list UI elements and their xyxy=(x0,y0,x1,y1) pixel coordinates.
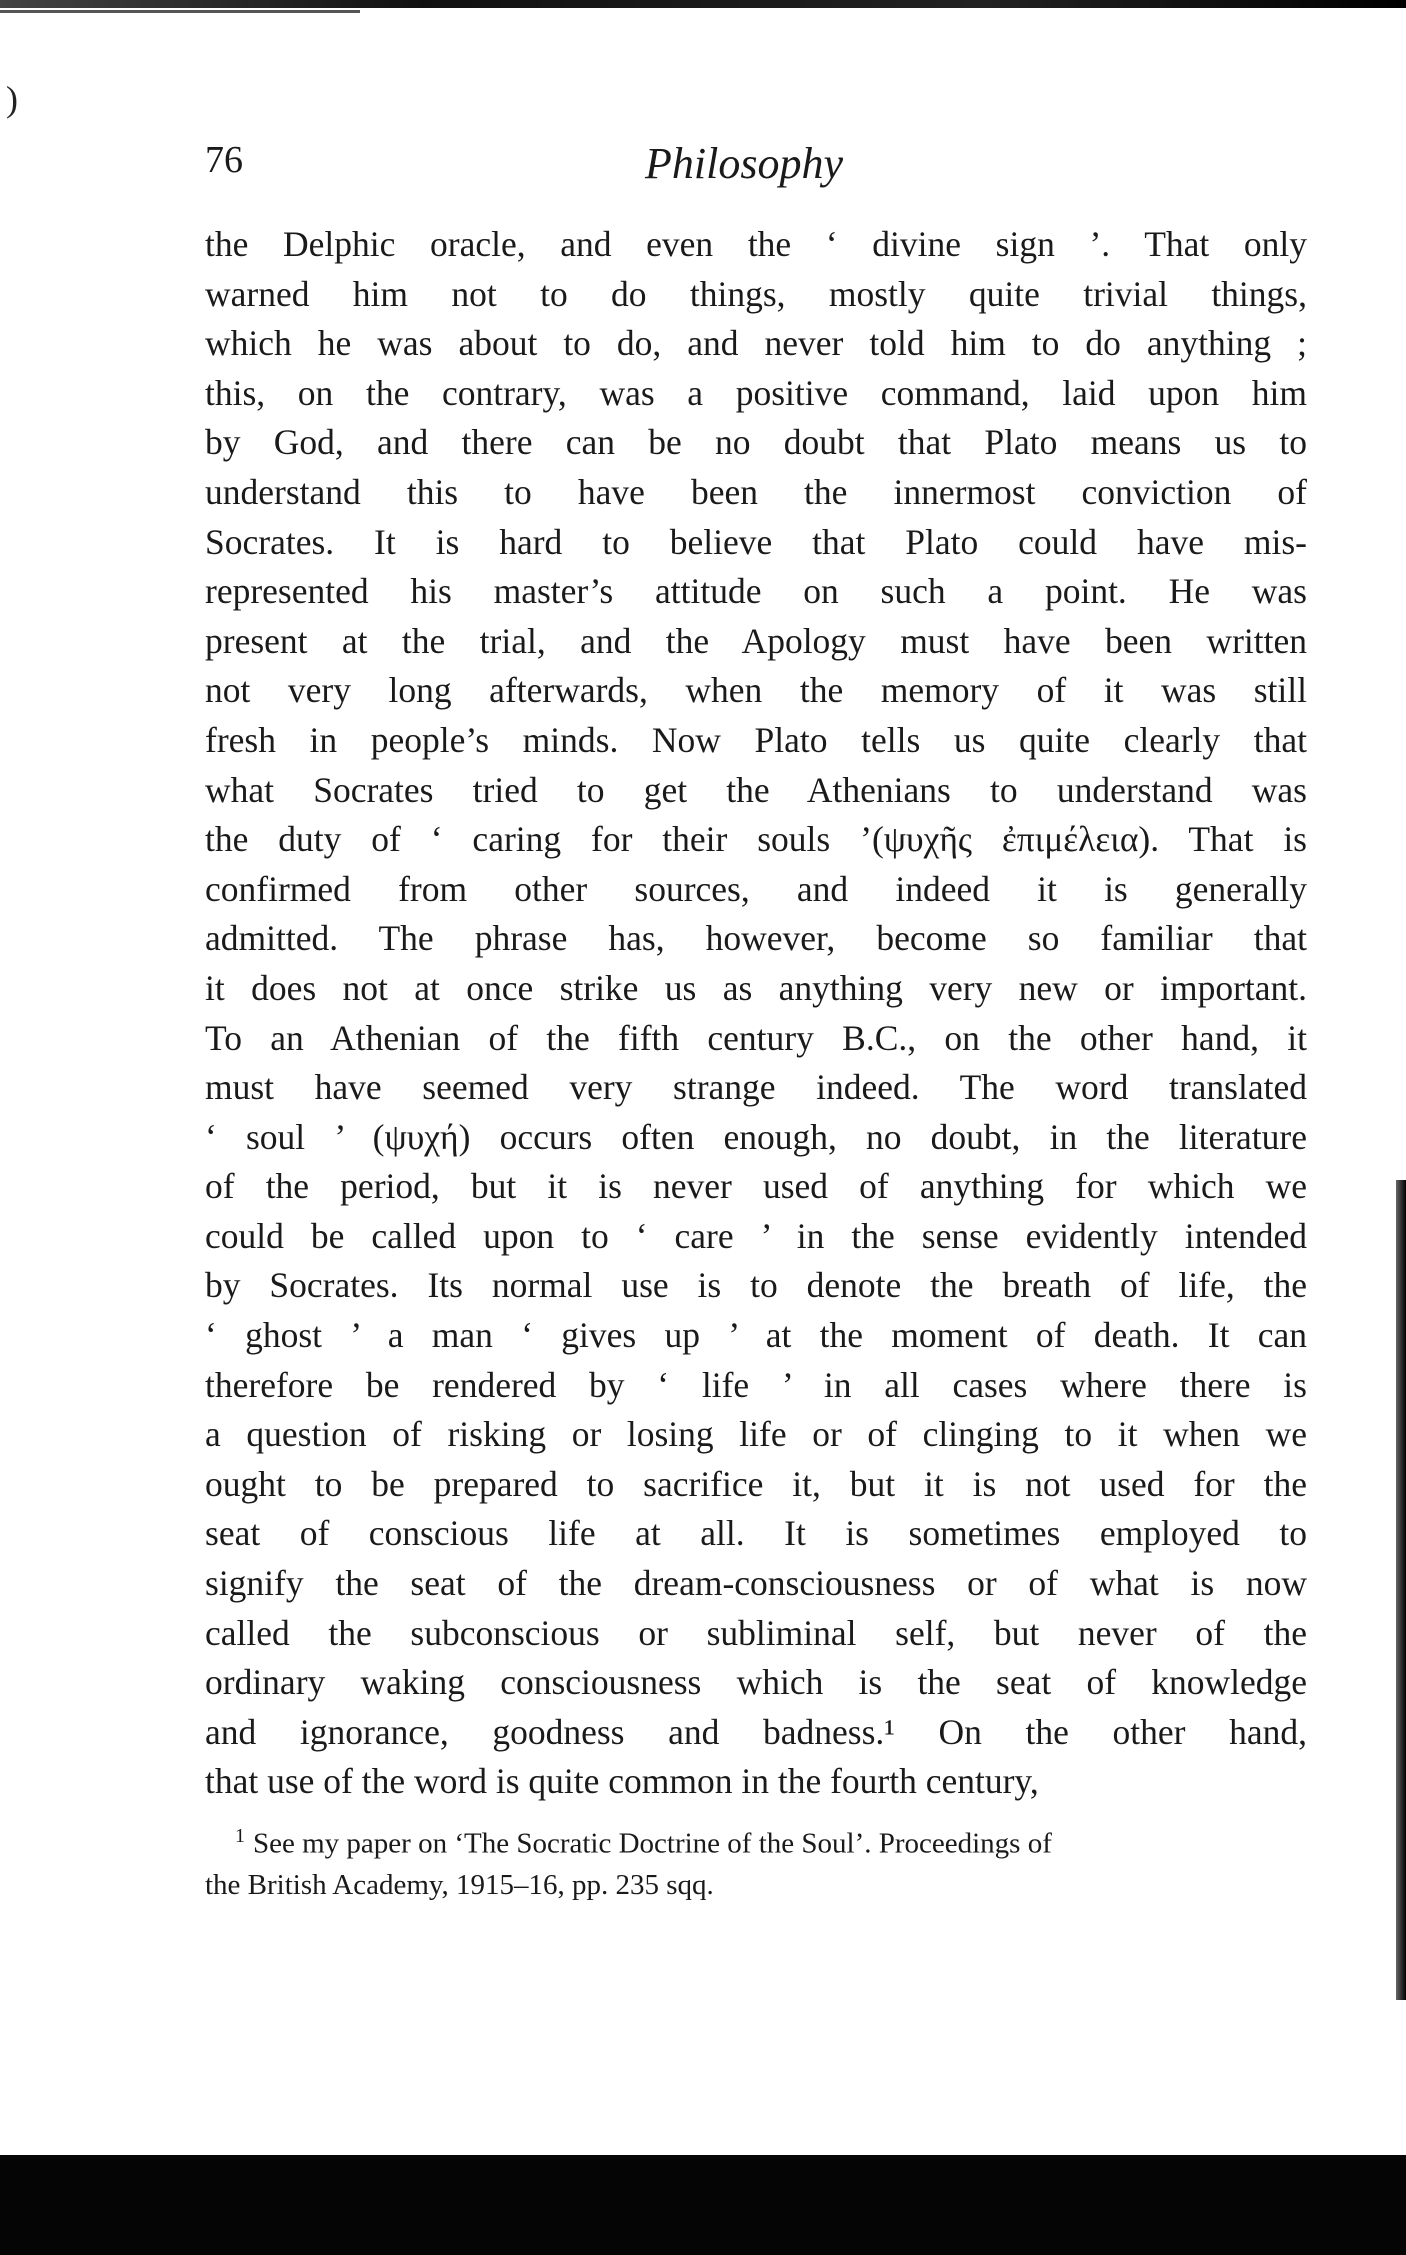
scan-border-right xyxy=(1396,1180,1406,2000)
text-line: by Socrates. Its normal use is to denote the breath of life, the xyxy=(205,1265,1307,1306)
text-line: not very long afterwards, when the memory of it was still xyxy=(205,670,1307,711)
text-line: that use of the word is quite common in the fourth century, xyxy=(205,1761,1039,1802)
text-line: fresh in people’s minds. Now Plato tells us quite clearly that xyxy=(205,719,1307,760)
page-number: 76 xyxy=(205,139,243,181)
text-line: understand this to have been the innermost conviction of xyxy=(205,471,1307,512)
text-line: seat of conscious life at all. It is sometimes employed to xyxy=(205,1513,1307,1554)
running-title: Philosophy xyxy=(645,139,843,188)
text-line: which he was about to do, and never told him to do anything ; xyxy=(205,323,1307,364)
running-head xyxy=(205,138,1205,198)
text-line: To an Athenian of the fifth century B.C., on the other hand, it xyxy=(205,1017,1307,1058)
footnote-line-2: the British Academy, 1915–16, pp. 235 sqq. xyxy=(205,1868,714,1901)
scan-border-top-mark xyxy=(0,10,360,13)
text-line: this, on the contrary, was a positive command, laid upon him xyxy=(205,372,1307,413)
text-line: confirmed from other sources, and indeed it is generally xyxy=(205,868,1307,909)
text-line: the duty of ‘ caring for their souls ’(ψυχῆς ἐπιμέλεια). That is xyxy=(205,819,1307,860)
text-line: the Delphic oracle, and even the ‘ divine sign ’. That only xyxy=(205,224,1307,264)
text-line: called the subconscious or subliminal self, but never of the xyxy=(205,1612,1307,1653)
text-line: Socrates. It is hard to believe that Plato could have mis- xyxy=(205,521,1307,562)
footnote-line-1 xyxy=(205,1816,1307,1865)
text-line: represented his master’s attitude on such a point. He was xyxy=(205,571,1307,612)
footnote-marker: 1 xyxy=(235,1825,245,1847)
text-line: admitted. The phrase has, however, become so familiar that xyxy=(205,918,1307,959)
text-line: by God, and there can be no doubt that Plato means us to xyxy=(205,422,1307,463)
text-line: of the period, but it is never used of anything for which we xyxy=(205,1166,1307,1207)
text-line: signify the seat of the dream-consciousness or of what is now xyxy=(205,1563,1307,1604)
text-line: a question of risking or losing life or of clinging to it when we xyxy=(205,1414,1307,1455)
text-line: what Socrates tried to get the Athenians to understand was xyxy=(205,769,1307,810)
text-line: present at the trial, and the Apology must have been written xyxy=(205,620,1307,661)
text-line: ought to be prepared to sacrifice it, but it is not used for the xyxy=(205,1463,1307,1504)
text-line: ‘ soul ’ (ψυχή) occurs often enough, no doubt, in the literature xyxy=(205,1116,1307,1157)
scan-border-top xyxy=(0,0,1406,8)
scan-border-bottom xyxy=(0,2155,1406,2255)
body-paragraph xyxy=(205,220,1307,1807)
text-line: must have seemed very strange indeed. The word translated xyxy=(205,1067,1307,1108)
text-line: ‘ ghost ’ a man ‘ gives up ’ at the moment of death. It can xyxy=(205,1315,1307,1356)
text-line: warned him not to do things, mostly quite trivial things, xyxy=(205,273,1307,314)
text-line: and ignorance, goodness and badness.¹ On the other hand, xyxy=(205,1711,1307,1752)
text-line: therefore be rendered by ‘ life ’ in all cases where there is xyxy=(205,1364,1307,1405)
footnote-text-1: See my paper on ‘The Socratic Doctrine of the Soul’. Proceedings of xyxy=(253,1827,1052,1860)
margin-mark: ) xyxy=(6,79,18,119)
text-line: could be called upon to ‘ care ’ in the sense evidently intended xyxy=(205,1215,1307,1256)
text-line: ordinary waking consciousness which is the seat of knowledge xyxy=(205,1662,1307,1703)
footnote xyxy=(205,1816,1307,1906)
text-line: it does not at once strike us as anything very new or important. xyxy=(205,967,1307,1008)
